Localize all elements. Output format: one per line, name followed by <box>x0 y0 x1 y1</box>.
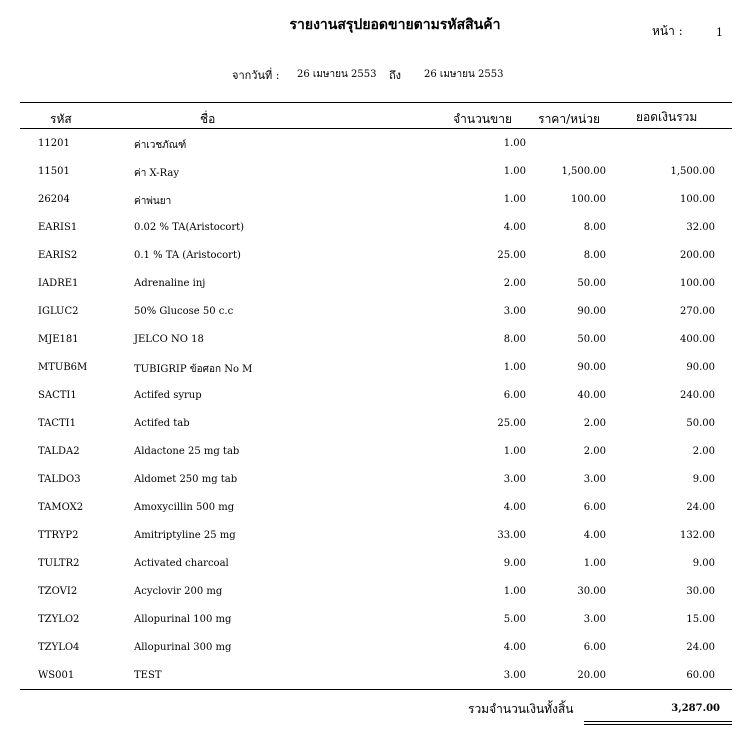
cell-code: TZOVI2 <box>38 586 78 597</box>
cell-name: Allopurinal 100 mg <box>134 614 232 625</box>
cell-code: IADRE1 <box>38 278 79 289</box>
cell-name: Adrenaline inj <box>134 278 206 289</box>
cell-name: Activated charcoal <box>134 558 229 569</box>
table-row <box>0 390 748 418</box>
cell-qty: 6.00 <box>503 390 526 401</box>
table-row <box>0 334 748 362</box>
summary-double-rule-bottom <box>584 724 732 725</box>
cell-qty: 3.00 <box>503 474 526 485</box>
cell-qty: 5.00 <box>503 614 526 625</box>
cell-qty: 25.00 <box>497 250 526 261</box>
cell-qty: 1.00 <box>503 166 526 177</box>
cell-name: ค่าพ่นยา <box>134 196 172 207</box>
cell-qty: 1.00 <box>503 138 526 149</box>
cell-total: 200.00 <box>680 250 715 261</box>
cell-price: 8.00 <box>583 222 606 233</box>
table-row <box>0 418 748 446</box>
cell-price: 1.00 <box>583 558 606 569</box>
cell-price: 6.00 <box>583 642 606 653</box>
cell-total: 30.00 <box>686 586 715 597</box>
cell-name: Aldactone 25 mg tab <box>134 446 240 457</box>
cell-price: 90.00 <box>577 306 606 317</box>
table-row <box>0 194 748 222</box>
cell-name: Allopurinal 300 mg <box>134 642 232 653</box>
cell-total: 2.00 <box>692 446 715 457</box>
header-top-rule <box>20 102 732 103</box>
cell-qty: 1.00 <box>503 362 526 373</box>
cell-name: 0.02 % TA(Aristocort) <box>134 222 245 233</box>
cell-code: IGLUC2 <box>38 306 79 317</box>
table-row <box>0 614 748 642</box>
cell-total: 240.00 <box>680 390 715 401</box>
cell-code: MTUB6M <box>38 362 88 373</box>
cell-name: Actifed tab <box>134 418 190 429</box>
cell-price: 100.00 <box>571 194 606 205</box>
cell-name: 0.1 % TA (Aristocort) <box>134 250 241 261</box>
cell-name: Acyclovir 200 mg <box>134 586 223 597</box>
page-label: หน้า : <box>652 24 683 38</box>
cell-price: 50.00 <box>577 278 606 289</box>
cell-qty: 25.00 <box>497 418 526 429</box>
cell-code: SACTI1 <box>38 390 77 401</box>
cell-qty: 8.00 <box>503 334 526 345</box>
cell-price: 50.00 <box>577 334 606 345</box>
table-row <box>0 446 748 474</box>
cell-qty: 1.00 <box>503 194 526 205</box>
table-row <box>0 166 748 194</box>
cell-qty: 4.00 <box>503 222 526 233</box>
cell-price: 8.00 <box>583 250 606 261</box>
cell-code: TAMOX2 <box>38 502 84 513</box>
cell-total: 9.00 <box>692 558 715 569</box>
cell-qty: 4.00 <box>503 502 526 513</box>
cell-price: 30.00 <box>577 586 606 597</box>
cell-name: ค่าเวชภัณฑ์ <box>134 140 187 151</box>
cell-code: TZYLO2 <box>38 614 80 625</box>
date-from: 26 เมษายน 2553 <box>297 69 377 80</box>
summary-double-rule-top <box>584 721 732 722</box>
date-to-label: ถึง <box>389 69 402 82</box>
cell-price: 4.00 <box>583 530 606 541</box>
table-row <box>0 642 748 670</box>
cell-code: 11201 <box>38 138 70 149</box>
table-row <box>0 530 748 558</box>
cell-code: 11501 <box>38 166 70 177</box>
cell-price: 90.00 <box>577 362 606 373</box>
cell-qty: 9.00 <box>503 558 526 569</box>
cell-total: 24.00 <box>686 642 715 653</box>
table-row <box>0 306 748 334</box>
table-row <box>0 362 748 390</box>
cell-total: 9.00 <box>692 474 715 485</box>
column-header-price: ราคา/หน่วย <box>538 112 600 126</box>
column-header-name: ชื่อ <box>200 112 216 126</box>
cell-code: TZYLO4 <box>38 642 80 653</box>
cell-code: WS001 <box>38 670 75 681</box>
cell-price: 1,500.00 <box>561 166 606 177</box>
cell-total: 15.00 <box>686 614 715 625</box>
table-row <box>0 222 748 250</box>
cell-qty: 2.00 <box>503 278 526 289</box>
table-row <box>0 558 748 586</box>
cell-price: 3.00 <box>583 474 606 485</box>
cell-total: 400.00 <box>680 334 715 345</box>
cell-total: 100.00 <box>680 278 715 289</box>
cell-name: 50% Glucose 50 c.c <box>134 306 234 317</box>
cell-code: MJE181 <box>38 334 79 345</box>
date-from-label: จากวันที่ : <box>232 69 280 82</box>
cell-code: TALDO3 <box>38 474 81 485</box>
cell-code: TULTR2 <box>38 558 80 569</box>
cell-qty: 1.00 <box>503 446 526 457</box>
cell-total: 60.00 <box>686 670 715 681</box>
cell-price: 2.00 <box>583 418 606 429</box>
cell-qty: 4.00 <box>503 642 526 653</box>
table-row <box>0 586 748 614</box>
cell-code: EARIS1 <box>38 222 78 233</box>
cell-total: 90.00 <box>686 362 715 373</box>
cell-name: TEST <box>134 670 162 681</box>
summary-label: รวมจำนวนเงินทั้งสิ้น <box>468 702 574 716</box>
cell-name: Actifed syrup <box>134 390 202 401</box>
cell-total: 1,500.00 <box>670 166 715 177</box>
cell-price: 6.00 <box>583 502 606 513</box>
cell-code: 26204 <box>38 194 70 205</box>
page-number: 1 <box>716 26 723 39</box>
table-row <box>0 138 748 166</box>
table-row <box>0 670 748 698</box>
cell-price: 3.00 <box>583 614 606 625</box>
date-to: 26 เมษายน 2553 <box>424 69 504 80</box>
cell-code: TALDA2 <box>38 446 80 457</box>
cell-name: Amitriptyline 25 mg <box>134 530 236 541</box>
cell-price: 40.00 <box>577 390 606 401</box>
cell-total: 24.00 <box>686 502 715 513</box>
cell-price: 2.00 <box>583 446 606 457</box>
cell-name: JELCO NO 18 <box>134 334 204 345</box>
cell-total: 100.00 <box>680 194 715 205</box>
cell-name: TUBIGRIP ข้อศอก No M <box>134 364 253 375</box>
cell-price: 20.00 <box>577 670 606 681</box>
cell-code: EARIS2 <box>38 250 78 261</box>
column-header-total: ยอดเงินรวม <box>636 110 698 124</box>
cell-name: ค่า X-Ray <box>134 168 179 179</box>
cell-name: Amoxycillin 500 mg <box>134 502 235 513</box>
column-header-code: รหัส <box>50 112 72 126</box>
cell-code: TTRYP2 <box>38 530 79 541</box>
table-bottom-rule <box>20 689 732 690</box>
column-header-qty: จำนวนขาย <box>453 112 512 126</box>
table-row <box>0 250 748 278</box>
cell-total: 270.00 <box>680 306 715 317</box>
cell-qty: 1.00 <box>503 586 526 597</box>
cell-qty: 33.00 <box>497 530 526 541</box>
cell-code: TACTI1 <box>38 418 76 429</box>
table-row <box>0 502 748 530</box>
cell-qty: 3.00 <box>503 670 526 681</box>
header-bottom-rule <box>20 128 732 129</box>
table-row <box>0 474 748 502</box>
cell-total: 50.00 <box>686 418 715 429</box>
cell-qty: 3.00 <box>503 306 526 317</box>
report-title: รายงานสรุปยอดขายตามรหัสสินค้า <box>289 17 501 33</box>
table-row <box>0 278 748 306</box>
summary-value: 3,287.00 <box>671 703 720 714</box>
cell-total: 132.00 <box>680 530 715 541</box>
cell-name: Aldomet 250 mg tab <box>134 474 238 485</box>
cell-total: 32.00 <box>686 222 715 233</box>
